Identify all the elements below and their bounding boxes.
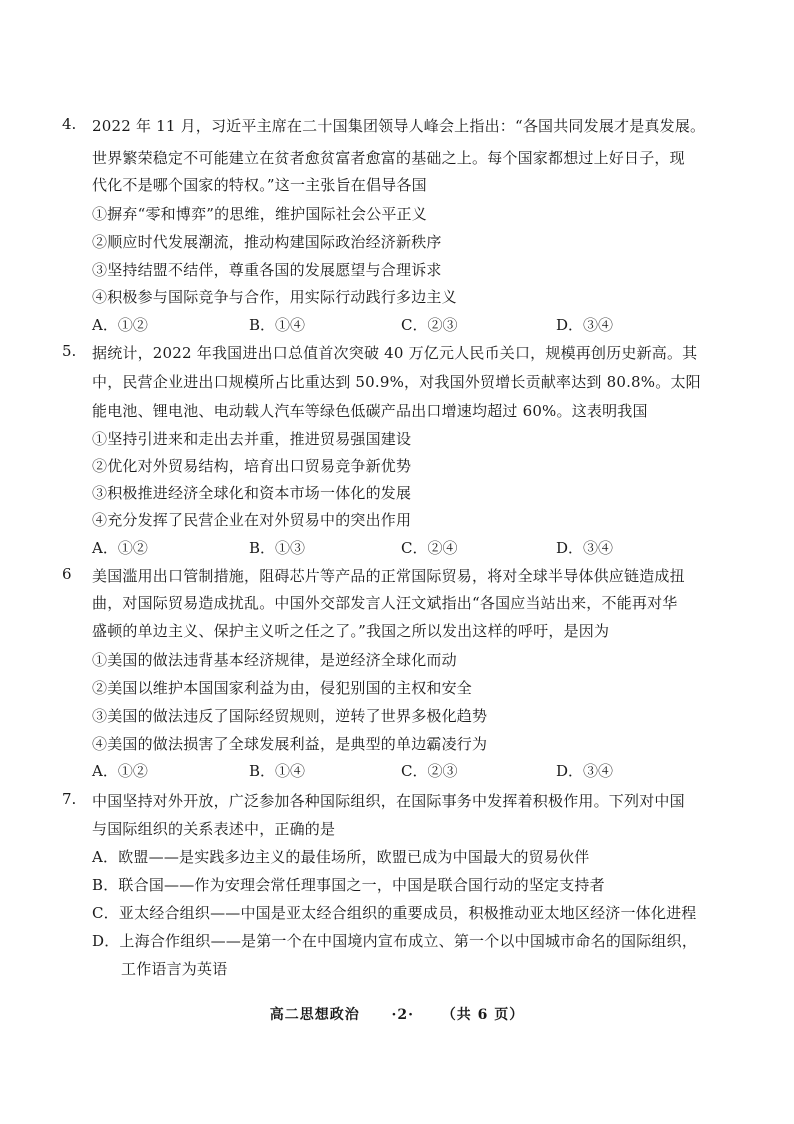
- statement: ①摒弃“零和博弈”的思维，维护国际社会公平正义: [92, 205, 427, 223]
- statement: ④充分发挥了民营企业在对外贸易中的突出作用: [92, 511, 412, 529]
- choice-c: C．亚太经合组织——中国是亚太经合组织的重要成员，积极推动亚太地区经济一体化进程: [92, 904, 697, 922]
- statement: ②美国以维护本国国家利益为由，侵犯别国的主权和安全: [92, 679, 473, 697]
- statement: ④积极参与国际竞争与合作，用实际行动践行多边主义: [92, 288, 457, 306]
- stem-line: 与国际组织的关系表述中，正确的是: [92, 820, 336, 838]
- statement: ①美国的做法违背基本经济规律，是逆经济全球化而动: [92, 651, 457, 669]
- option-c: C．②④: [401, 539, 458, 557]
- option-c: C．②③: [401, 762, 458, 780]
- option-d: D．③④: [556, 539, 614, 557]
- option-a: A．①②: [92, 316, 148, 334]
- question-number: 6: [62, 565, 72, 583]
- footer-total-pages: （共 6 页）: [441, 1007, 525, 1023]
- stem-line: 2022 年 11 月，习近平主席在二十国集团领导人峰会上指出：“各国共同发展才是真发展。: [92, 117, 706, 135]
- option-a: A．①②: [92, 762, 148, 780]
- stem-line: 代化不是哪个国家的特权。”这一主张旨在倡导各国: [92, 176, 427, 194]
- footer-subject: 高二思想政治: [269, 1007, 360, 1023]
- stem-line: 能电池、锂电池、电动载人汽车等绿色低碳产品出口增速均超过 60%。这表明我国: [92, 402, 648, 420]
- stem-line: 中国坚持对外开放，广泛参加各种国际组织，在国际事务中发挥着积极作用。下列对中国: [92, 792, 685, 810]
- page-footer: [0, 1004, 794, 1024]
- statement: ④美国的做法损害了全球发展利益，是典型的单边霸凌行为: [92, 735, 488, 753]
- stem-line: 盛顿的单边主义、保护主义听之任之了。”我国之所以发出这样的呼吁，是因为: [92, 622, 610, 640]
- option-b: B．①③: [249, 539, 306, 557]
- option-d: D．③④: [556, 316, 614, 334]
- choice-d-continued: 工作语言为英语: [121, 960, 228, 978]
- choice-a: A．欧盟——是实践多边主义的最佳场所，欧盟已成为中国最大的贸易伙伴: [92, 848, 590, 866]
- statement: ③美国的做法违反了国际经贸规则，逆转了世界多极化趋势: [92, 707, 488, 725]
- option-d: D．③④: [556, 762, 614, 780]
- statement: ③积极推进经济全球化和资本市场一体化的发展: [92, 484, 412, 502]
- stem-line: 中，民营企业进出口规模所占比重达到 50.9%，对我国外贸增长贡献率达到 80.8%。太阳: [92, 373, 701, 391]
- statement: ①坚持引进来和走出去并重，推进贸易强国建设: [92, 430, 412, 448]
- question-number: 7.: [62, 790, 77, 808]
- option-c: C．②③: [401, 316, 458, 334]
- option-b: B．①④: [249, 316, 306, 334]
- question-number: 4.: [62, 115, 77, 133]
- question-number: 5.: [62, 342, 77, 360]
- stem-line: 曲，对国际贸易造成扰乱。中国外交部发言人汪文斌指出“各国应当站出来，不能再对华: [92, 594, 678, 612]
- option-b: B．①④: [249, 762, 306, 780]
- choice-b: B．联合国——作为安理会常任理事国之一，中国是联合国行动的坚定支持者: [92, 876, 605, 894]
- statement: ②顺应时代发展潮流，推动构建国际政治经济新秩序: [92, 233, 442, 251]
- choice-d: D．上海合作组织——是第一个在中国境内宣布成立、第一个以中国城市命名的国际组织，: [92, 932, 698, 950]
- option-a: A．①②: [92, 539, 148, 557]
- stem-line: 世界繁荣稳定不可能建立在贫者愈贫富者愈富的基础之上。每个国家都想过上好日子，现: [92, 149, 685, 167]
- stem-line: 据统计，2022 年我国进出口总值首次突破 40 万亿元人民币关口，规模再创历史新高。其: [92, 344, 698, 362]
- statement: ②优化对外贸易结构，培育出口贸易竞争新优势: [92, 457, 412, 475]
- stem-line: 美国滥用出口管制措施，阻碍芯片等产品的正常国际贸易，将对全球半导体供应链造成扭: [92, 567, 685, 585]
- statement: ③坚持结盟不结伴，尊重各国的发展愿望与合理诉求: [92, 261, 442, 279]
- footer-page-number: ·2·: [391, 1007, 414, 1023]
